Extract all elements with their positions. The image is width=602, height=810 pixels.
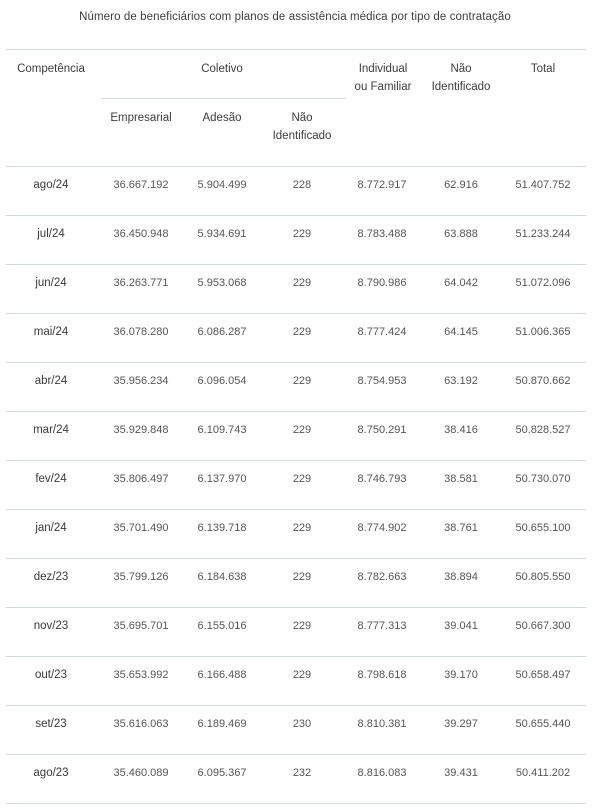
cell-nao-identificado-coletivo: 229	[292, 522, 312, 534]
cell-nao-identificado-coletivo: 229	[292, 620, 312, 632]
cell-nao-identificado: 38.581	[444, 473, 478, 485]
cell-nao-identificado-coletivo: 229	[292, 473, 312, 485]
cell-individual: 8.790.986	[357, 277, 407, 289]
cell-nao-identificado: 39.431	[444, 767, 478, 779]
cell-adesao: 6.166.488	[197, 669, 247, 681]
cell-nao-identificado-coletivo: 230	[292, 718, 312, 730]
cell-total: 50.411.202	[515, 767, 571, 779]
cell-nao-identificado: 38.416	[444, 424, 478, 436]
cell-empresarial: 35.806.497	[113, 473, 169, 485]
cell-competencia: mai/24	[33, 326, 69, 338]
cell-adesao: 5.953.068	[197, 277, 247, 289]
cell-nao-identificado: 38.894	[444, 571, 478, 583]
cell-nao-identificado-coletivo: 229	[292, 326, 312, 338]
header-adesao: Adesão	[202, 112, 242, 124]
cell-adesao: 6.095.367	[197, 767, 247, 779]
cell-empresarial: 35.616.063	[113, 718, 169, 730]
cell-adesao: 5.904.499	[197, 179, 247, 191]
cell-empresarial: 35.701.490	[113, 522, 169, 534]
cell-empresarial: 35.929.848	[113, 424, 169, 436]
row-divider	[6, 803, 586, 804]
cell-individual: 8.798.618	[357, 669, 407, 681]
cell-competencia: abr/24	[34, 375, 68, 387]
cell-competencia: dez/23	[33, 571, 69, 583]
cell-total: 50.667.300	[515, 620, 571, 632]
cell-adesao: 5.934.691	[197, 228, 247, 240]
cell-nao-identificado-coletivo: 228	[292, 179, 312, 191]
cell-total: 50.658.497	[515, 669, 571, 681]
cell-adesao: 6.086.287	[197, 326, 247, 338]
cell-total: 50.655.100	[515, 522, 571, 534]
table-row	[6, 559, 586, 608]
cell-individual: 8.816.083	[357, 767, 407, 779]
cell-nao-identificado-coletivo: 229	[292, 375, 312, 387]
cell-empresarial: 35.653.992	[113, 669, 169, 681]
cell-adesao: 6.139.718	[197, 522, 247, 534]
cell-individual: 8.777.424	[357, 326, 407, 338]
cell-nao-identificado: 64.145	[444, 326, 478, 338]
cell-nao-identificado: 39.297	[444, 718, 478, 730]
cell-nao-identificado-coletivo: 229	[292, 277, 312, 289]
header-competencia: Competência	[17, 63, 85, 75]
coletivo-divider	[101, 98, 346, 99]
cell-individual: 8.810.381	[357, 718, 407, 730]
cell-competencia: ago/23	[33, 767, 69, 779]
cell-individual: 8.772.917	[357, 179, 407, 191]
header-nao-identificado-coletivo: Não Identificado	[272, 112, 332, 142]
cell-individual: 8.782.663	[357, 571, 407, 583]
cell-nao-identificado: 62.916	[444, 179, 478, 191]
cell-total: 50.828.527	[515, 424, 571, 436]
cell-competencia: out/23	[35, 669, 67, 681]
cell-competencia: set/23	[35, 718, 67, 730]
cell-adesao: 6.155.016	[197, 620, 247, 632]
cell-total: 50.870.662	[515, 375, 571, 387]
table-row	[6, 706, 586, 755]
header-individual-familiar: Individual ou Familiar	[354, 63, 412, 93]
cell-competencia: jul/24	[37, 228, 65, 240]
cell-empresarial: 35.460.089	[113, 767, 169, 779]
cell-total: 51.006.365	[515, 326, 571, 338]
cell-empresarial: 35.799.126	[113, 571, 169, 583]
cell-adesao: 6.096.054	[197, 375, 247, 387]
table-row	[6, 216, 586, 265]
cell-adesao: 6.137.970	[197, 473, 247, 485]
cell-total: 50.655.440	[515, 718, 571, 730]
cell-competencia: jun/24	[35, 277, 67, 289]
cell-nao-identificado-coletivo: 229	[292, 669, 312, 681]
header-nao-identificado: Não Identificado	[431, 63, 491, 93]
table-row	[6, 461, 586, 510]
cell-nao-identificado: 63.888	[444, 228, 478, 240]
cell-competencia: nov/23	[33, 620, 69, 632]
cell-total: 51.233.244	[515, 228, 571, 240]
header-total: Total	[530, 63, 556, 75]
cell-nao-identificado: 64.042	[444, 277, 478, 289]
cell-adesao: 6.109.743	[197, 424, 247, 436]
table-row	[6, 265, 586, 314]
cell-competencia: mar/24	[33, 424, 69, 436]
header-empresarial: Empresarial	[110, 112, 172, 124]
cell-nao-identificado-coletivo: 232	[292, 767, 312, 779]
cell-total: 51.072.096	[515, 277, 571, 289]
cell-individual: 8.754.953	[357, 375, 407, 387]
cell-empresarial: 36.667.192	[113, 179, 169, 191]
cell-nao-identificado-coletivo: 229	[292, 228, 312, 240]
table-row	[6, 608, 586, 657]
cell-nao-identificado-coletivo: 229	[292, 424, 312, 436]
cell-nao-identificado: 38.761	[444, 522, 478, 534]
cell-competencia: jan/24	[35, 522, 67, 534]
cell-competencia: ago/24	[33, 179, 69, 191]
cell-nao-identificado-coletivo: 229	[292, 571, 312, 583]
table-row	[6, 412, 586, 461]
cell-competencia: fev/24	[35, 473, 67, 485]
table-row	[6, 755, 586, 804]
cell-nao-identificado: 39.041	[444, 620, 478, 632]
table-row	[6, 510, 586, 559]
cell-adesao: 6.184.638	[197, 571, 247, 583]
cell-empresarial: 35.956.234	[113, 375, 169, 387]
cell-empresarial: 35.695.701	[113, 620, 169, 632]
cell-individual: 8.774.902	[357, 522, 407, 534]
cell-individual: 8.783.488	[357, 228, 407, 240]
table-row	[6, 314, 586, 363]
cell-individual: 8.746.793	[357, 473, 407, 485]
cell-total: 50.730.070	[515, 473, 571, 485]
table-row	[6, 657, 586, 706]
table-title: Número de beneficiários com planos de assistência médica por tipo de contratação	[79, 11, 511, 23]
cell-individual: 8.777.313	[357, 620, 407, 632]
cell-nao-identificado: 39.170	[444, 669, 478, 681]
cell-empresarial: 36.078.280	[113, 326, 169, 338]
cell-nao-identificado: 63.192	[444, 375, 478, 387]
cell-total: 51.407.752	[515, 179, 571, 191]
cell-empresarial: 36.263.771	[113, 277, 169, 289]
header-top-border	[6, 49, 586, 50]
table-row	[6, 167, 586, 216]
cell-empresarial: 36.450.948	[113, 228, 169, 240]
cell-total: 50.805.550	[515, 571, 571, 583]
header-coletivo: Coletivo	[201, 63, 243, 75]
cell-individual: 8.750.291	[357, 424, 407, 436]
cell-adesao: 6.189.469	[197, 718, 247, 730]
table-row	[6, 363, 586, 412]
